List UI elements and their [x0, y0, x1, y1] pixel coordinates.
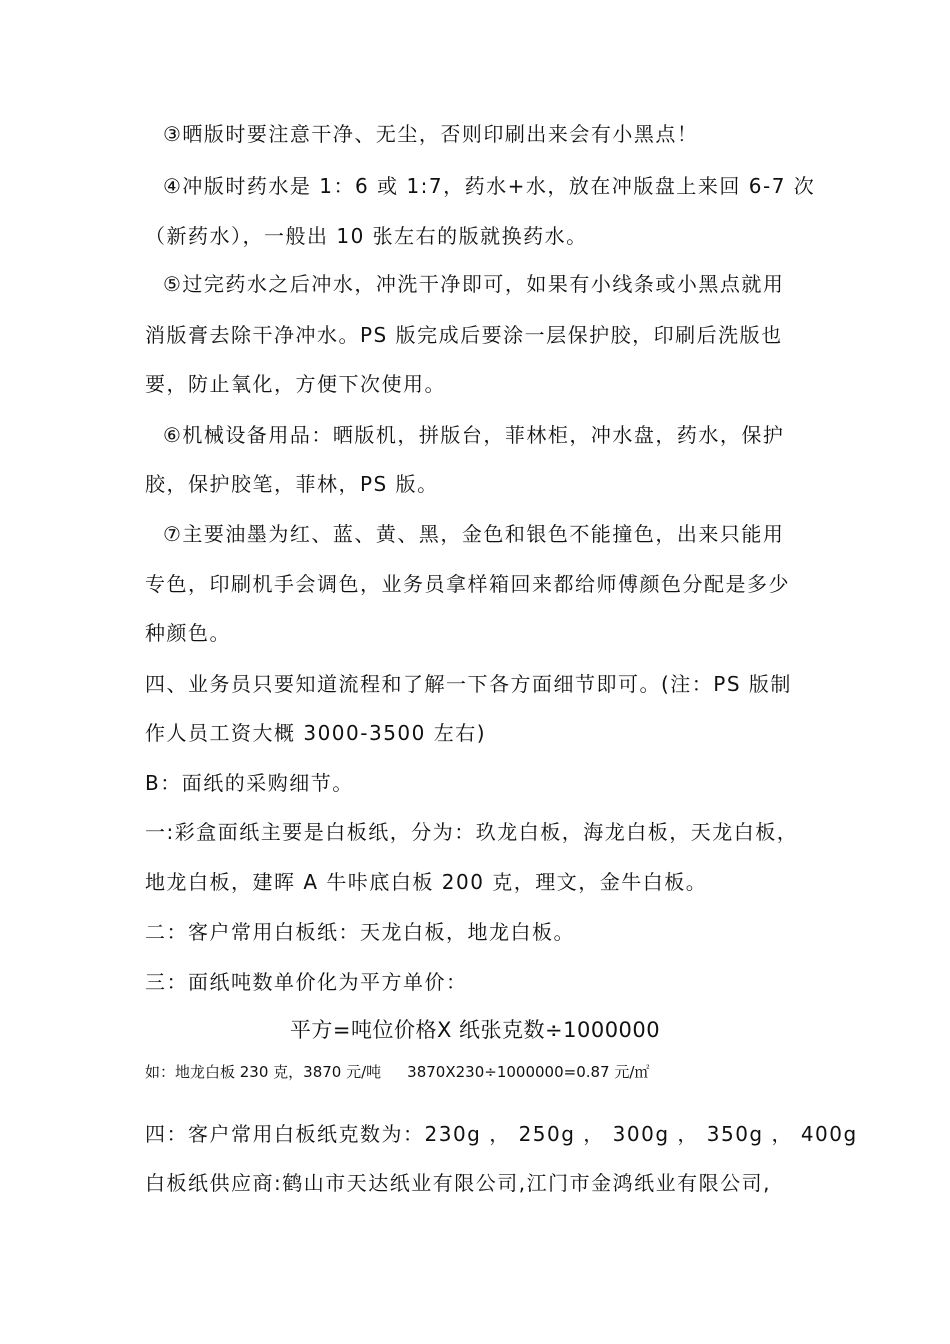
text-line-step-6: ⑥机械设备用品：晒版机，拼版台，菲林柜，冲水盘，药水，保护 [163, 423, 785, 447]
price-formula: 平方=吨位价格X 纸张克数÷1000000 [289, 1018, 661, 1042]
text-line: 消版膏去除干净冲水。PS 版完成后要涂一层保护胶，印刷后洗版也 [145, 323, 783, 347]
text-line-item-4: 四：客户常用白板纸克数为：230g ， 250g ， 300g ， 350g ， 400g [145, 1122, 858, 1146]
text-line-item-2: 二：客户常用白板纸：天龙白板，地龙白板。 [145, 920, 575, 944]
formula-example [145, 1061, 649, 1083]
text-line: （新药水），一般出 10 张左右的版就换药水。 [145, 224, 588, 248]
example-calculation: 3870X230÷1000000=0.87 元/㎡ [407, 1063, 650, 1081]
example-label: 如：地龙白板 230 克，3870 元/吨 [145, 1063, 382, 1081]
text-line: 种颜色。 [145, 621, 231, 645]
text-line: 胶，保护胶笔，菲林，PS 版。 [145, 472, 439, 496]
text-line-step-5: ⑤过完药水之后冲水，冲洗干净即可，如果有小线条或小黑点就用 [163, 272, 785, 296]
text-line-item-3: 三：面纸吨数单价化为平方单价： [145, 970, 468, 994]
text-line: 地龙白板，建晖 A 牛咔底白板 200 克，理文，金牛白板。 [145, 870, 708, 894]
text-line-step-7: ⑦主要油墨为红、蓝、黄、黑，金色和银色不能撞色，出来只能用 [163, 522, 785, 546]
text-line-suppliers: 白板纸供应商:鹤山市天达纸业有限公司,江门市金鸿纸业有限公司, [145, 1171, 771, 1195]
text-line-step-3: ③晒版时要注意干净、无尘，否则印刷出来会有小黑点！ [163, 122, 699, 146]
section-heading-b: B：面纸的采购细节。 [145, 771, 354, 795]
text-line-item-1: 一:彩盒面纸主要是白板纸，分为：玖龙白板，海龙白板，天龙白板， [145, 820, 799, 844]
text-line: 专色，印刷机手会调色，业务员拿样箱回来都给师傅颜色分配是多少 [145, 572, 790, 596]
text-line: 作人员工资大概 3000-3500 左右) [145, 721, 487, 745]
text-line-step-4: ④冲版时药水是 1：6 或 1:7，药水+水，放在冲版盘上来回 6-7 次 [163, 174, 816, 198]
text-line-section-4: 四、业务员只要知道流程和了解一下各方面细节即可。(注：PS 版制 [145, 672, 792, 696]
text-line: 要，防止氧化，方便下次使用。 [145, 372, 446, 396]
